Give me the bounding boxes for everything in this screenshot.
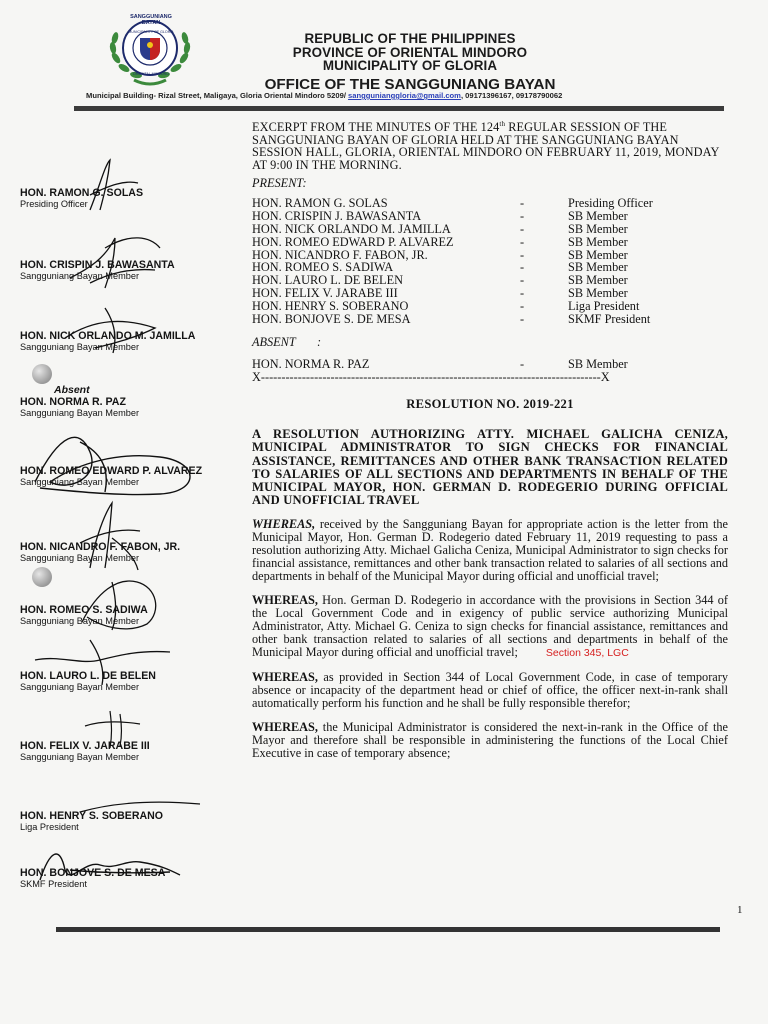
absent-heading: ABSENT :: [252, 335, 322, 350]
seal-text-top: SANGGUNIANG BAYAN: [130, 14, 172, 26]
attendee-dash: -: [520, 260, 525, 275]
attendee-role: SB Member: [568, 234, 628, 249]
attendee-name: HON. NICANDRO F. FABON, JR.: [252, 247, 428, 262]
whereas-paragraph: [252, 518, 728, 583]
roster-member: [20, 465, 202, 488]
attendee-name: HON. HENRY S. SOBERANO: [252, 298, 409, 313]
minutes-excerpt: [252, 118, 728, 171]
seal-text-bottom: ORIENTAL MINDORO: [133, 72, 169, 76]
attendee-dash: -: [520, 209, 525, 224]
signature-alvarez: [10, 422, 210, 502]
attendee-role: SB Member: [568, 209, 628, 224]
attendee-role: Presiding Officer: [568, 196, 653, 211]
attendee-name: HON. FELIX V. JARABE III: [252, 286, 398, 301]
attendee-role: SB Member: [568, 273, 628, 288]
member-name: HON. CRISPIN J. BAWASANTA: [20, 259, 175, 271]
letterhead-republic: REPUBLIC OF THE PHILIPPINES: [304, 31, 516, 46]
handwritten-annotation: Section 345, LGC: [545, 647, 629, 660]
resolution-number: RESOLUTION NO. 2019-221: [406, 397, 574, 412]
letterhead: [190, 32, 630, 94]
absent-marker-icon: [32, 364, 52, 384]
phone-numbers: , 09171396167, 09178790062: [460, 91, 563, 100]
roster-member: [20, 810, 163, 833]
roster-member: [20, 259, 175, 282]
separator-start: X-: [252, 371, 265, 384]
member-role: Sangguniang Bayan Member: [20, 271, 140, 281]
whereas-text: received by the Sangguniang Bayan for appropriate action is the letter from the Municipal Mayor, Hon. German D. Rodegerio dated February 11, 2019 requesting to pass a resolution authorizing Atty. Michael Galicha Ceniza, Municipal Administrator to sign checks for financial assistance, remittances and other bank transaction related to salaries of all sections and departments in behalf of the Municipal Mayor during official and unofficial travel;: [252, 517, 728, 584]
whereas-paragraph: [252, 594, 728, 660]
whereas-lead: WHEREAS,: [252, 593, 318, 608]
member-role: SKMF President: [20, 879, 87, 889]
letterhead-municipality: MUNICIPALITY OF GLORIA: [322, 58, 498, 73]
attendee-dash: -: [520, 311, 525, 326]
attendance-row: [252, 236, 728, 249]
excerpt-part2: REGULAR SESSION OF THE SANGGUNIANG BAYAN OF GLORIA HELD AT THE SANGGUNIANG BAYAN SESSION HALL, GLORIA, ORIENTAL MINDORO ON FEBRUARY 11, 2019, MONDAY AT 9:00 IN THE MORNING.: [252, 120, 719, 172]
present-heading: PRESENT:: [252, 176, 307, 191]
whereas-text: Hon. German D. Rodegerio in accordance with the provisions in Section 344 of the Local Government Code and in exigency of public service authorizing Municipal Administrator, Atty. Michael G. Ceniza to sign checks for financial assistance, remittances and other bank transaction related to salaries of all sections and departments in behalf of the Municipal Mayor during official and unofficial travel;: [252, 593, 728, 660]
absent-marker-icon: [32, 567, 52, 587]
member-name: HON. NICK ORLANDO M. JAMILLA: [20, 330, 196, 342]
council-roster: [0, 110, 240, 910]
minutes-content: [252, 118, 728, 760]
roster-member: [20, 604, 148, 627]
whereas-text: the Municipal Administrator is considered the next-in-rank in the Office of the Mayor and therefore shall be responsible in administering the functions of the Local Chief Executive in case of temporary absence;: [252, 720, 728, 761]
roster-member: [20, 867, 165, 890]
email-link[interactable]: sanggunianggloria@gmail.com: [348, 91, 461, 100]
absent-tag: Absent: [54, 384, 90, 396]
present-list: [252, 197, 728, 325]
attendance-row: [252, 223, 728, 236]
roster-member: [20, 541, 180, 564]
attendee-name: HON. ROMEO S. SADIWA: [252, 260, 394, 275]
member-name: HON. HENRY S. SOBERANO: [20, 810, 164, 822]
whereas-lead: WHEREAS,: [252, 517, 316, 532]
member-name: HON. ROMEO S. SADIWA: [20, 604, 148, 616]
whereas-lead: WHEREAS,: [252, 670, 318, 685]
page-number: 1: [737, 904, 743, 916]
attendance-row: [252, 313, 728, 326]
attendance-row: [252, 287, 728, 300]
member-name: HON. NORMA R. PAZ: [20, 396, 126, 408]
resolution-title: A RESOLUTION AUTHORIZING ATTY. MICHAEL GALICHA CENIZA, MUNICIPAL ADMINISTRATOR TO SIGN CHECKS FOR FINANCIAL ASSISTANCE, REMITTANCES AND OTHER BANK TRANSACTION RELATED TO SALARIES OF ALL SECTIONS AND DEPARTMENTS IN BEHALF OF THE MUNICIPAL MAYOR, HON. GERMAN D. RODEGERIO DURING OFFICIAL AND UNOFFICIAL TRAVEL: [252, 427, 728, 508]
whereas-text: as provided in Section 344 of Local Government Code, in case of temporary absence or incapacity of the department head or chief of office, the officer next-in-rank shall automatically perform his function and he shall be fully responsible therefor;: [252, 670, 728, 711]
member-name: HON. ROMEO EDWARD P. ALVAREZ: [20, 465, 203, 477]
attendee-dash: -: [520, 222, 525, 237]
attendee-name: HON. LAURO L. DE BELEN: [252, 273, 403, 288]
roster-member: [20, 740, 150, 763]
attendee-role: SKMF President: [568, 311, 651, 326]
absentee-dash: -: [520, 357, 525, 372]
attendance-row: [252, 300, 728, 313]
member-role: Liga President: [20, 822, 79, 832]
address-text: Municipal Building- Rizal Street, Maligaya, Gloria Oriental Mindoro 5209/: [86, 91, 349, 100]
attendee-dash: -: [520, 273, 525, 288]
absentee-name: HON. NORMA R. PAZ: [252, 357, 370, 372]
whereas-lead: WHEREAS,: [252, 720, 318, 735]
member-name: HON. NICANDRO F. FABON, JR.: [20, 541, 181, 553]
roster-member: [20, 330, 195, 353]
attendee-dash: -: [520, 196, 525, 211]
attendee-name: HON. NICK ORLANDO M. JAMILLA: [252, 222, 451, 237]
member-role: Sangguniang Bayan Member: [20, 682, 140, 692]
attendee-name: HON. BONJOVE S. DE MESA: [252, 311, 411, 326]
absent-row: [252, 358, 728, 371]
member-role: Sangguniang Bayan Member: [20, 553, 140, 563]
member-role: Presiding Officer: [20, 199, 88, 209]
letterhead-address: [86, 91, 706, 100]
attendee-dash: -: [520, 234, 525, 249]
roster-member: [20, 187, 143, 210]
separator-dashes: ----------------------------------------------------------------------------------: [264, 371, 601, 384]
attendee-dash: -: [520, 247, 525, 262]
member-role: Sangguniang Bayan Member: [20, 616, 140, 626]
member-name: HON. RAMON G. SOLAS: [20, 187, 144, 199]
attendee-role: SB Member: [568, 247, 628, 262]
separator-end: X: [600, 371, 610, 384]
attendee-role: SB Member: [568, 222, 628, 237]
attendee-role: Liga President: [568, 298, 640, 313]
member-name: HON. LAURO L. DE BELEN: [20, 670, 156, 682]
excerpt-part1: EXCERPT FROM THE MINUTES OF THE 124: [252, 120, 500, 135]
excerpt-ordinal: th: [499, 120, 506, 128]
member-role: Sangguniang Bayan Member: [20, 342, 140, 352]
attendee-name: HON. CRISPIN J. BAWASANTA: [252, 209, 422, 224]
member-role: Sangguniang Bayan Member: [20, 408, 140, 418]
member-name: HON. FELIX V. JARABE III: [20, 740, 150, 752]
letterhead-office: OFFICE OF THE SANGGUNIANG BAYAN: [264, 75, 556, 93]
attendee-name: HON. RAMON G. SOLAS: [252, 196, 388, 211]
member-role: Sangguniang Bayan Member: [20, 752, 140, 762]
roster-member: [20, 670, 156, 693]
attendee-dash: -: [520, 298, 525, 313]
letterhead-province: PROVINCE OF ORIENTAL MINDORO: [292, 44, 528, 60]
attendee-dash: -: [520, 286, 525, 301]
separator-line: [252, 371, 714, 383]
attendee-role: SB Member: [568, 286, 628, 301]
whereas-paragraph: [252, 721, 728, 760]
attendee-role: SB Member: [568, 260, 628, 275]
roster-member: [20, 396, 139, 419]
seal-text-mid: MUNICIPALITY OF GLORIA: [128, 30, 174, 34]
absentee-role: SB Member: [568, 357, 628, 372]
member-name: HON. BONJOVE S. DE MESA: [20, 867, 166, 879]
member-role: Sangguniang Bayan Member: [20, 477, 140, 487]
attendee-name: HON. ROMEO EDWARD P. ALVAREZ: [252, 234, 454, 249]
footer-rule: [56, 927, 720, 932]
whereas-paragraph: [252, 671, 728, 710]
